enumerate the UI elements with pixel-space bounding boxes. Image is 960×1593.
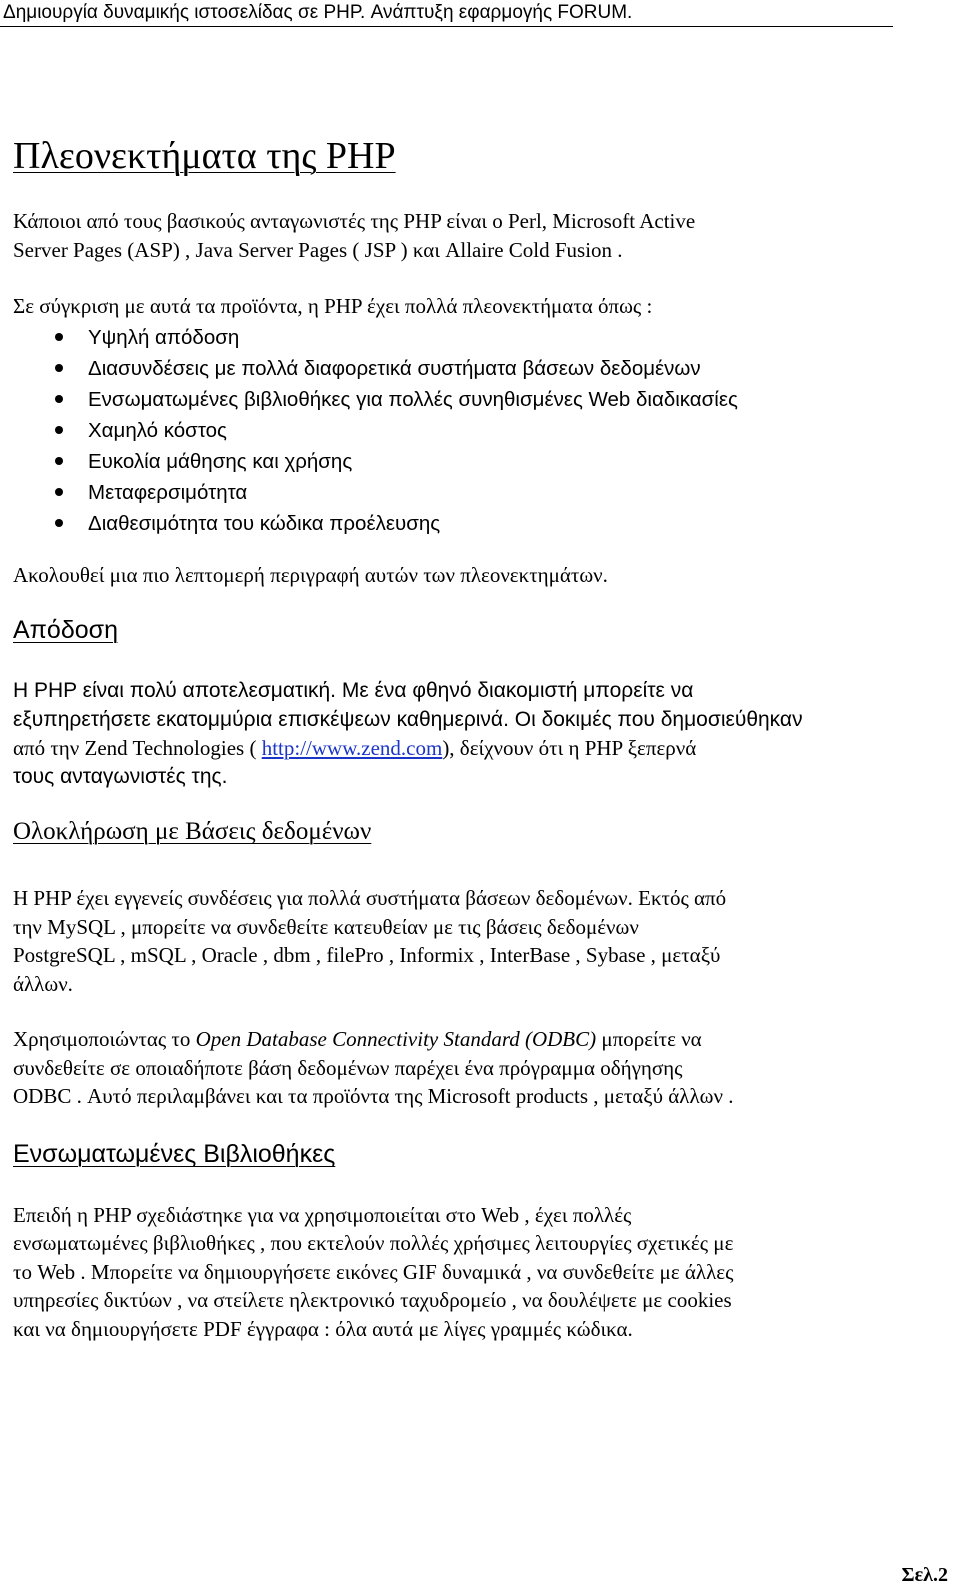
bullet-icon — [55, 488, 63, 496]
databases-p2-line-1-end: μπορείτε να — [596, 1027, 702, 1051]
section-title-libraries: Ενσωματωμένες Βιβλιοθήκες — [13, 1140, 336, 1168]
libraries-line-3: το Web . Μπορείτε να δημιουργήσετε εικόνες GIF δυναμικά , να συνδεθείτε με άλλες — [13, 1260, 734, 1284]
performance-line-4: τους ανταγωνιστές της. — [13, 765, 228, 788]
databases-p2-line-3: ODBC . Αυτό περιλαμβάνει και τα προϊόντα της Microsoft products , μεταξύ άλλων . — [13, 1084, 734, 1108]
following-line: Ακολουθεί μια πιο λεπτομερή περιγραφή αυτών των πλεονεκτημάτων. — [13, 563, 608, 587]
list-item-text: Υψηλή απόδοση — [88, 326, 240, 349]
bullet-icon — [55, 364, 63, 372]
libraries-line-4: υπηρεσίες δικτύων , να στείλετε ηλεκτρονικό ταχυδρομείο , να δουλέψετε με cookies — [13, 1288, 732, 1312]
list-item-text: Ενσωματωμένες βιβλιοθήκες για πολλές συνηθισμένες Web διαδικασίες — [88, 388, 738, 411]
databases-p2-line-1 — [13, 1025, 702, 1053]
section-title-databases: Ολοκλήρωση με Βάσεις δεδομένων — [13, 818, 372, 845]
databases-p1-line-1: Η PHP έχει εγγενείς συνδέσεις για πολλά συστήματα βάσεων δεδομένων. Εκτός από — [13, 886, 727, 910]
databases-p2-line-2: συνδεθείτε σε οποιαδήποτε βάση δεδομένων παρέχει ένα πρόγραμμα οδήγησης — [13, 1056, 683, 1080]
list-item-text: Διαθεσιμότητα του κώδικα προέλευσης — [88, 512, 441, 535]
section-title-performance: Απόδοση — [13, 616, 118, 644]
document-header: Δημιουργία δυναμικής ιστοσελίδας σε PHP. Ανάπτυξη εφαρμογής FORUM. — [0, 0, 893, 27]
bullet-icon — [55, 426, 63, 434]
list-item-text: Ευκολία μάθησης και χρήσης — [88, 450, 353, 473]
databases-p1-line-3: PostgreSQL , mSQL , Oracle , dbm , filePro , Informix , InterBase , Sybase , μεταξύ — [13, 943, 721, 967]
performance-line-3-start: από την Zend Technologies ( — [13, 736, 262, 760]
intro-line-2: Server Pages (ASP) , Java Server Pages ( JSP ) και Allaire Cold Fusion . — [13, 238, 623, 262]
libraries-line-5: και να δημιουργήσετε PDF έγγραφα : όλα αυτά με λίγες γραμμές κώδικα. — [13, 1317, 633, 1341]
page-title: Πλεονεκτήματα της PHP — [13, 135, 396, 177]
libraries-line-1: Επειδή η PHP σχεδιάστηκε για να χρησιμοποιείται στο Web , έχει πολλές — [13, 1203, 632, 1227]
databases-p1-line-4: άλλων. — [13, 972, 73, 996]
page-number: Σελ.2 — [901, 1564, 948, 1586]
performance-line-3 — [13, 734, 696, 762]
bullet-icon — [55, 333, 63, 341]
zend-link[interactable]: http://www.zend.com — [261, 736, 443, 760]
intro-line-1: Κάποιοι από τους βασικούς ανταγωνιστές της PHP είναι ο Perl, Microsoft Active — [13, 209, 696, 233]
performance-line-1: Η PHP είναι πολύ αποτελεσματική. Με ένα φθηνό διακομιστή μπορείτε να — [13, 679, 694, 702]
databases-p1-line-2: την MySQL , μπορείτε να συνδεθείτε κατευθείαν με τις βάσεις δεδομένων — [13, 915, 639, 939]
performance-line-2: εξυπηρετήσετε εκατομμύρια επισκέψεων καθημερινά. Οι δοκιμές που δημοσιεύθηκαν — [13, 708, 803, 731]
databases-p2-line-1-start: Χρησιμοποιώντας το — [13, 1027, 196, 1051]
libraries-line-2: ενσωματωμένες βιβλιοθήκες , που εκτελούν πολλές χρήσιμες λειτουργίες σχετικές με — [13, 1231, 734, 1255]
odbc-term: Open Database Connectivity Standard (ODBC) — [195, 1027, 597, 1051]
list-item-text: Μεταφερσιμότητα — [88, 481, 248, 504]
list-item-text: Διασυνδέσεις με πολλά διαφορετικά συστήματα βάσεων δεδομένων — [88, 357, 701, 380]
bullet-icon — [55, 519, 63, 527]
bullet-icon — [55, 395, 63, 403]
bullet-icon — [55, 457, 63, 465]
compare-line: Σε σύγκριση με αυτά τα προϊόντα, η PHP έχει πολλά πλεονεκτήματα όπως : — [13, 294, 653, 318]
performance-line-3-end: ), δείχνουν ότι η PHP ξεπερνά — [442, 736, 697, 760]
list-item-text: Χαμηλό κόστος — [88, 419, 227, 442]
